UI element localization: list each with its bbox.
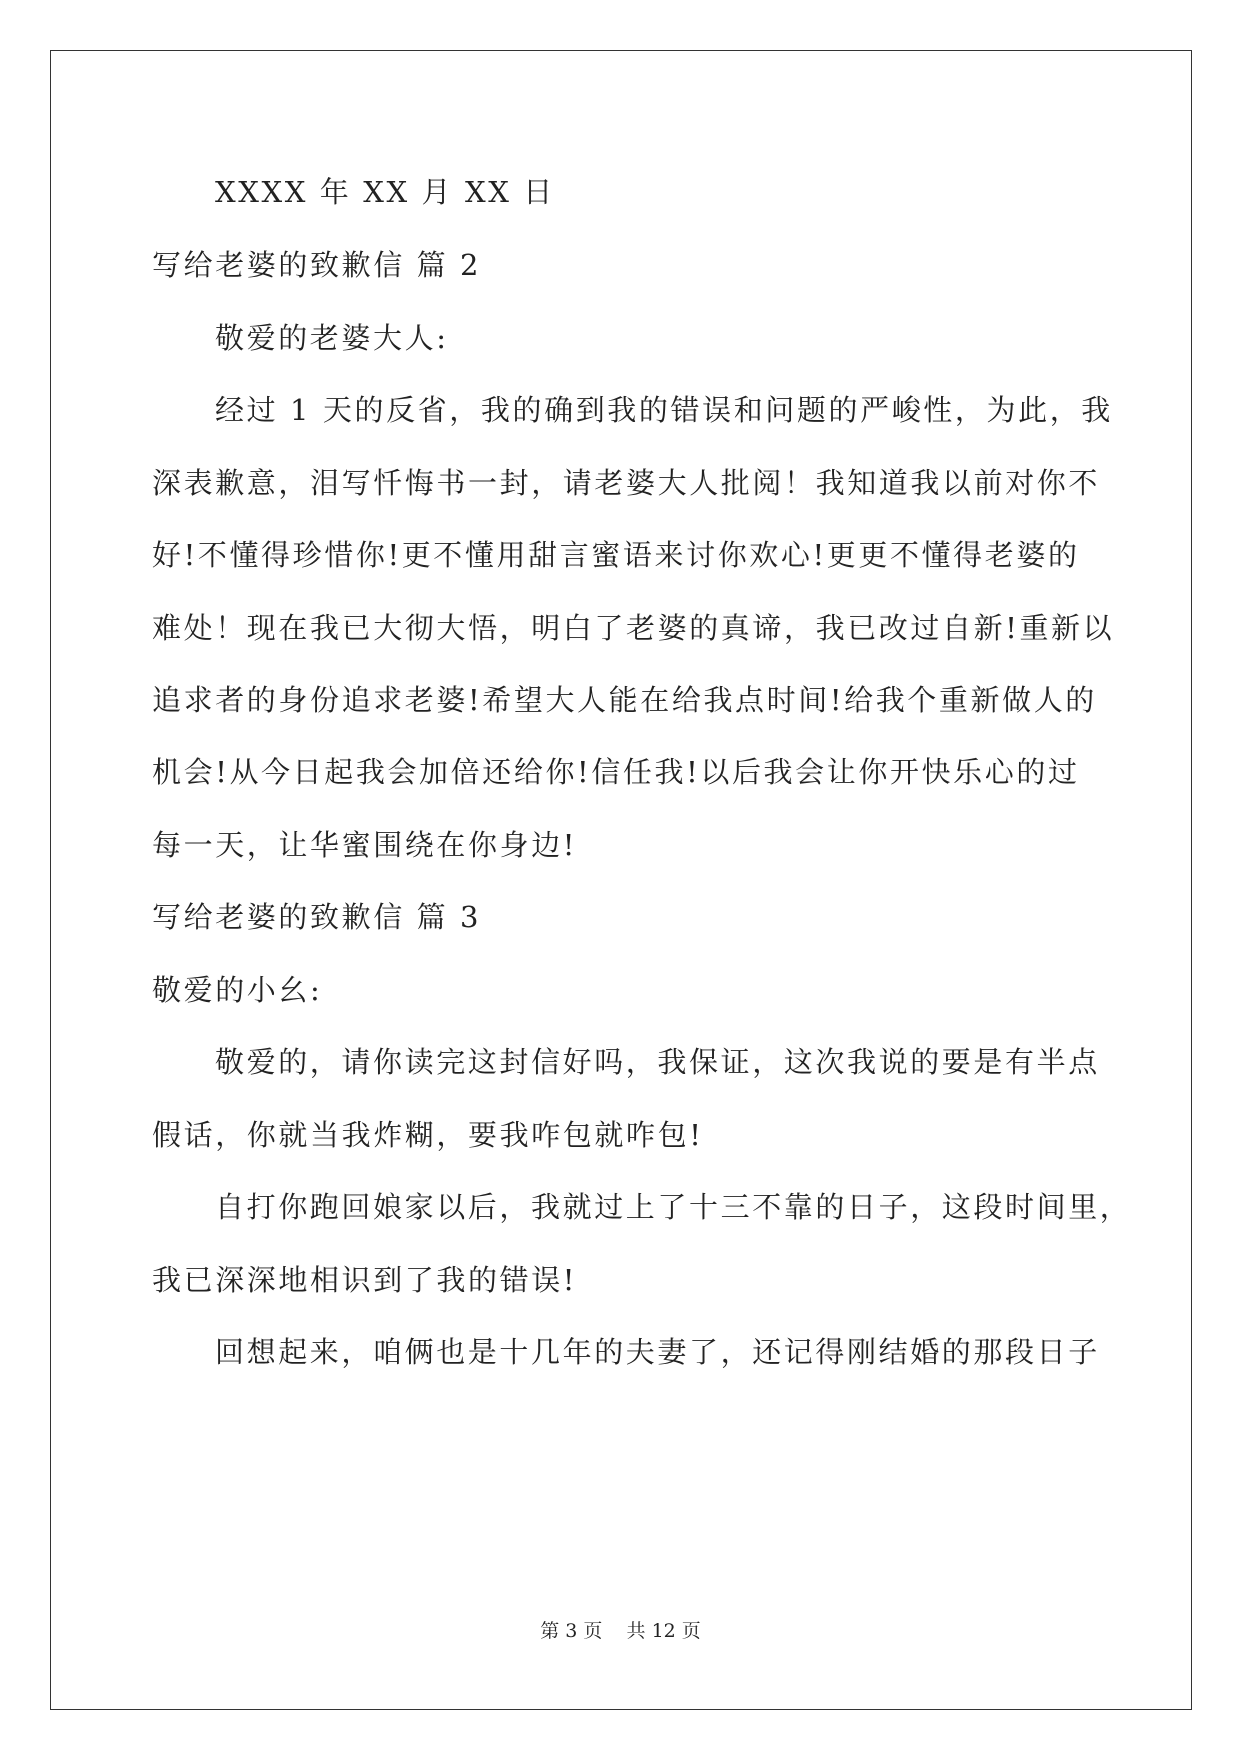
paragraph-line: 自打你跑回娘家以后，我就过上了十三不靠的日子，这段时间里， bbox=[215, 1190, 1132, 1224]
paragraph-line: 深表歉意，泪写忏悔书一封，请老婆大人批阅！我知道我以前对你不 bbox=[152, 466, 1101, 500]
page-number: 第 3 页 bbox=[540, 1620, 603, 1642]
section-heading-3: 写给老婆的致歉信 篇 3 bbox=[152, 900, 482, 934]
section-heading-2: 写给老婆的致歉信 篇 2 bbox=[152, 248, 482, 282]
paragraph-line: 经过 1 天的反省，我的确到我的错误和问题的严峻性，为此，我 bbox=[215, 393, 1113, 427]
paragraph-line: 假话，你就当我炸糊，要我咋包就咋包! bbox=[152, 1118, 704, 1152]
page-border bbox=[50, 50, 1192, 1710]
paragraph-line: 敬爱的，请你读完这封信好吗，我保证，这次我说的要是有半点 bbox=[215, 1045, 1100, 1079]
page-footer bbox=[0, 1618, 1241, 1644]
total-pages: 共 12 页 bbox=[626, 1620, 701, 1642]
paragraph-line: 我已深深地相识到了我的错误! bbox=[152, 1263, 578, 1297]
paragraph-line: 追求者的身份追求老婆!希望大人能在给我点时间!给我个重新做人的 bbox=[152, 683, 1097, 717]
paragraph-line: 好!不懂得珍惜你!更不懂用甜言蜜语来讨你欢心!更更不懂得老婆的 bbox=[152, 538, 1080, 572]
date-line: XXXX 年 XX 月 XX 日 bbox=[215, 175, 555, 209]
paragraph-line: 机会!从今日起我会加倍还给你!信任我!以后我会让你开快乐心的过 bbox=[152, 755, 1080, 789]
paragraph-line: 每一天，让华蜜围绕在你身边! bbox=[152, 828, 578, 862]
salutation-3: 敬爱的小幺: bbox=[152, 973, 323, 1007]
paragraph-line: 回想起来，咱俩也是十几年的夫妻了，还记得刚结婚的那段日子 bbox=[215, 1335, 1100, 1369]
salutation-2: 敬爱的老婆大人: bbox=[215, 321, 449, 355]
paragraph-line: 难处！现在我已大彻大悟，明白了老婆的真谛，我已改过自新!重新以 bbox=[152, 611, 1115, 645]
